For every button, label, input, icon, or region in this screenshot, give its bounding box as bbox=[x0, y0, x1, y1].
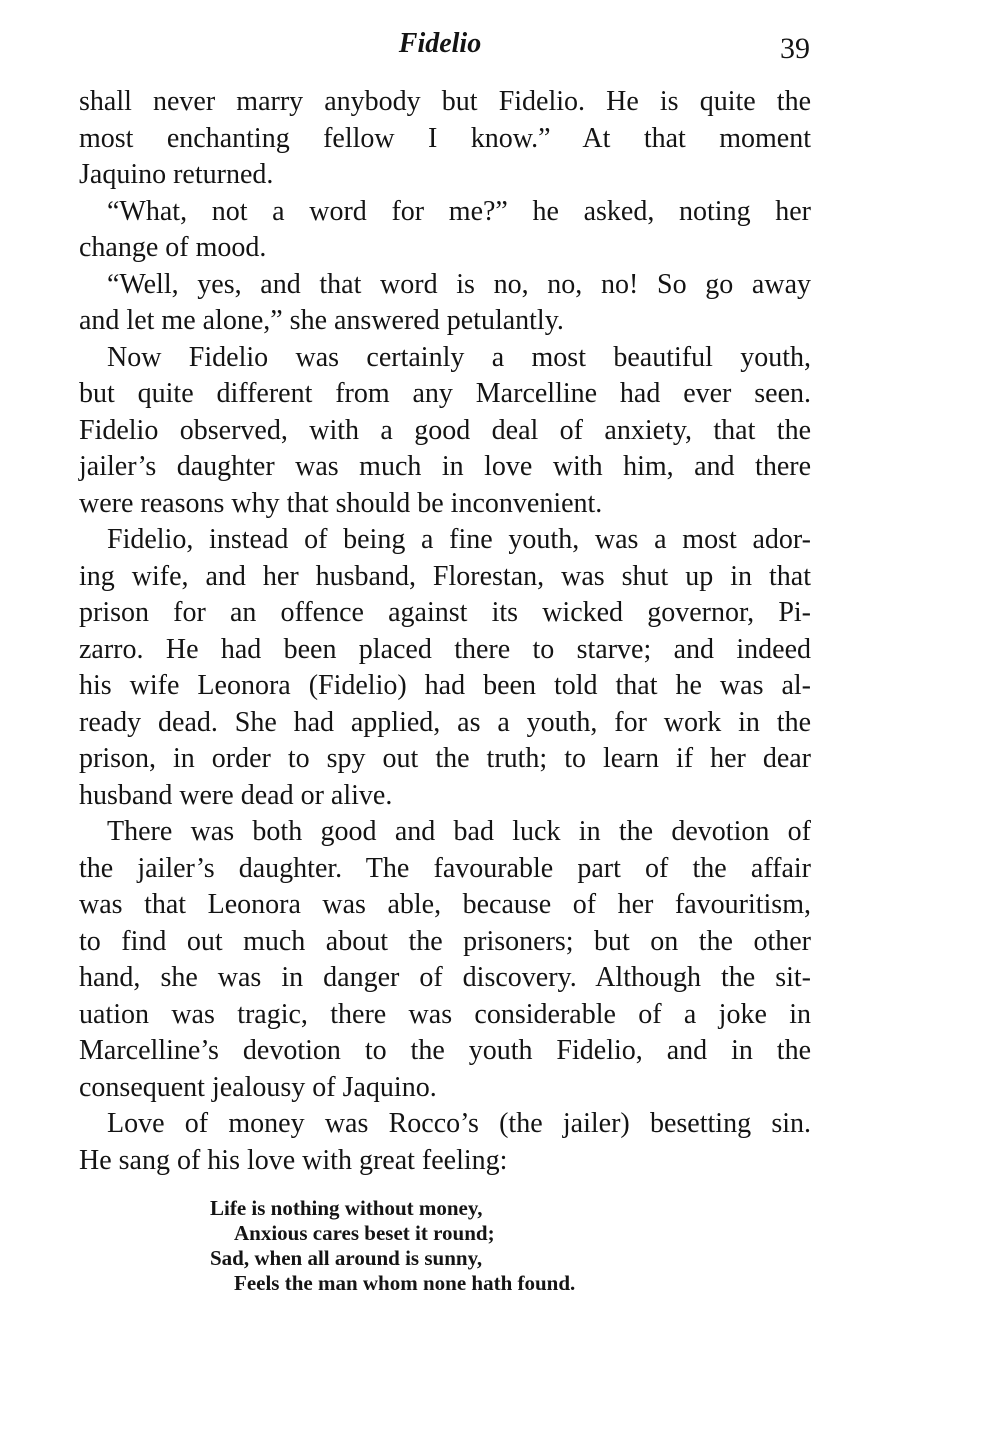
text-line: prison for an offence against its wicked governor, Pi- bbox=[79, 597, 811, 628]
page-number: 39 bbox=[780, 32, 810, 65]
text-line: to find out much about the prisoners; but on the other bbox=[79, 925, 811, 957]
text-line: He sang of his love with great feeling: bbox=[79, 1144, 508, 1176]
verse-quote bbox=[210, 1196, 730, 1296]
text-line: consequent jealousy of Jaquino. bbox=[79, 1071, 437, 1103]
text-line: prison, in order to spy out the truth; to learn if her dear bbox=[79, 743, 811, 774]
text-line: change of mood. bbox=[79, 232, 267, 263]
text-line: shall never marry anybody but Fidelio. He is quite the bbox=[79, 86, 811, 117]
text-line: but quite different from any Marcelline had ever seen. bbox=[79, 378, 811, 409]
verse-line: Sad, when all around is sunny, bbox=[210, 1246, 483, 1270]
text-line: Jaquino returned. bbox=[79, 159, 274, 190]
text-line: ing wife, and her husband, Florestan, was shut up in that bbox=[79, 560, 811, 592]
text-line: husband were dead or alive. bbox=[79, 779, 393, 811]
text-line: ready dead. She had applied, as a youth, for work in the bbox=[79, 706, 811, 738]
text-line: zarro. He had been placed there to starve; and indeed bbox=[79, 633, 811, 665]
text-line: “Well, yes, and that word is no, no, no! So go away bbox=[107, 268, 811, 300]
verse-line: Anxious cares beset it round; bbox=[234, 1221, 495, 1245]
text-line: uation was tragic, there was considerable of a joke in bbox=[79, 998, 811, 1030]
text-line: Fidelio, instead of being a fine youth, was a most ador- bbox=[107, 524, 811, 555]
verse-line: Life is nothing without money, bbox=[210, 1196, 483, 1220]
running-title: Fidelio bbox=[398, 28, 482, 59]
running-header bbox=[0, 26, 1000, 70]
text-line: most enchanting fellow I know.” At that moment bbox=[79, 122, 811, 154]
text-line: “What, not a word for me?” he asked, noting her bbox=[107, 195, 811, 227]
text-line: his wife Leonora (Fidelio) had been told that he was al- bbox=[79, 670, 811, 701]
body-text bbox=[79, 84, 811, 1179]
text-line: Fidelio observed, with a good deal of anxiety, that the bbox=[79, 414, 811, 446]
text-line: Marcelline’s devotion to the youth Fidelio, and in the bbox=[79, 1035, 811, 1066]
text-line: Love of money was Rocco’s (the jailer) besetting sin. bbox=[107, 1108, 811, 1139]
text-line: was that Leonora was able, because of her favouritism, bbox=[79, 889, 811, 920]
text-line: hand, she was in danger of discovery. Although the sit- bbox=[79, 962, 811, 993]
text-line: jailer’s daughter was much in love with him, and there bbox=[79, 451, 811, 482]
text-line: were reasons why that should be inconvenient. bbox=[79, 487, 603, 519]
text-line: There was both good and bad luck in the devotion of bbox=[107, 816, 811, 847]
text-line: and let me alone,” she answered petulantly. bbox=[79, 305, 564, 336]
text-line: Now Fidelio was certainly a most beautiful youth, bbox=[107, 341, 811, 373]
verse-line: Feels the man whom none hath found. bbox=[234, 1271, 576, 1295]
text-line: the jailer’s daughter. The favourable part of the affair bbox=[79, 852, 811, 884]
